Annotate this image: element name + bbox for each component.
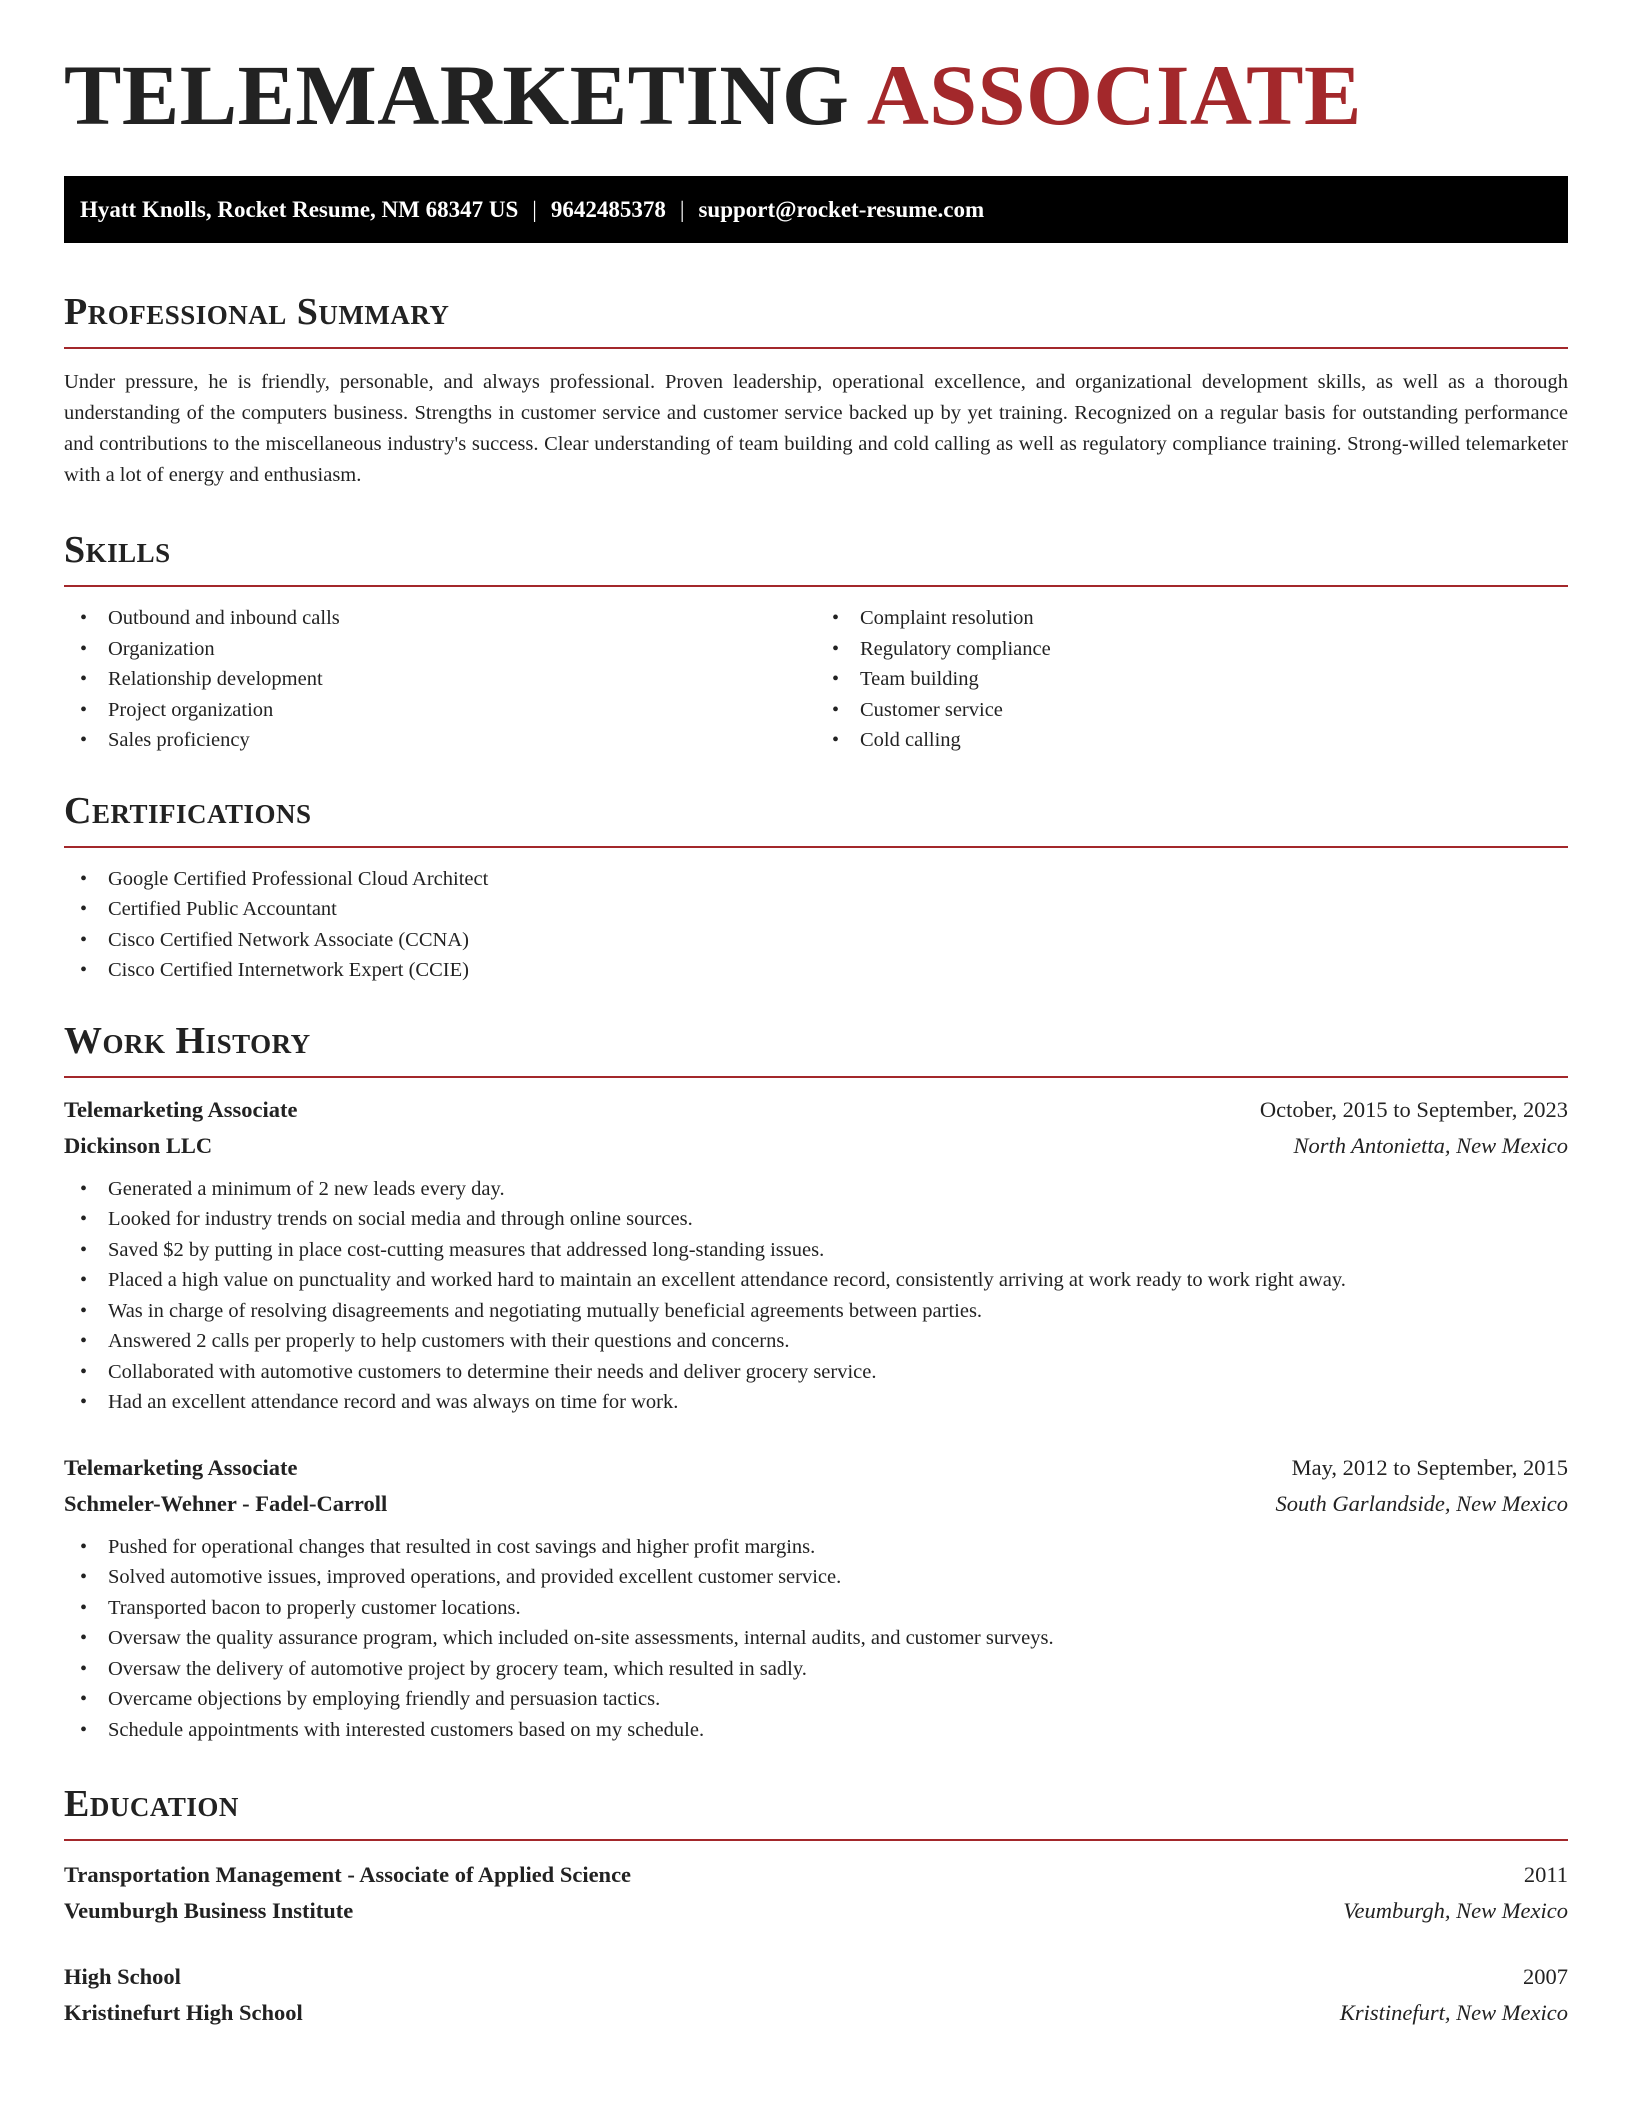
certification-item: • Google Certified Professional Cloud Architect — [64, 864, 1568, 895]
resume-title — [64, 0, 1568, 143]
education-year: 2011 — [1523, 1862, 1568, 1887]
education-degree-row — [64, 1857, 1568, 1893]
certifications-list — [64, 864, 1568, 986]
duty-item: • Pushed for operational changes that resulted in cost savings and higher profit margins. — [64, 1532, 1568, 1563]
work-history-heading: Work History — [64, 1022, 1568, 1078]
duty-item: • Oversaw the delivery of automotive project by grocery team, which resulted in sadly. — [64, 1654, 1568, 1685]
skill-item: • Regulatory compliance — [816, 634, 1568, 665]
job-company-row — [64, 1486, 1568, 1522]
skills-list-right — [816, 603, 1568, 756]
duty-item: • Placed a high value on punctuality and worked hard to maintain an excellent attendance record, consistently arriving at work ready to work right away. — [64, 1265, 1568, 1296]
contact-separator: | — [532, 196, 537, 222]
summary-heading: Professional Summary — [64, 293, 1568, 349]
certifications-heading: Certifications — [64, 792, 1568, 848]
education-school: Veumburgh Business Institute — [64, 1898, 354, 1923]
duty-item: • Generated a minimum of 2 new leads every day. — [64, 1174, 1568, 1205]
duty-item: • Oversaw the quality assurance program, which included on-site assessments, internal audits, and customer surveys. — [64, 1623, 1568, 1654]
job-duties-list — [64, 1532, 1568, 1746]
job-company: Schmeler-Wehner - Fadel-Carroll — [64, 1490, 388, 1516]
contact-separator: | — [679, 196, 685, 222]
title-last-word: ASSOCIATE — [866, 47, 1362, 143]
skill-item: • Team building — [816, 664, 1568, 695]
certification-item: • Cisco Certified Network Associate (CCNA) — [64, 925, 1568, 956]
job-title: Telemarketing Associate — [64, 1454, 298, 1480]
summary-text: Under pressure, he is friendly, personable, and always professional. Proven leadership, operational excellence, and organizational development skills, as well as a thorough understanding of the computers business. Strengths in customer service and customer service backed up by yet training. Recognized on a regular basis for outstanding performance and contributions to the miscellaneous industry's success. Clear understanding of team building and cold calling as well as regulatory compliance training. Strong-willed telemarketer with a lot of energy and enthusiasm. — [64, 371, 1568, 486]
contact-bar — [64, 176, 1568, 243]
title-first-word: TELEMARKETING — [64, 47, 850, 143]
contact-phone: 9642485378 — [550, 196, 666, 222]
skill-item: • Organization — [64, 634, 816, 665]
duty-item: • Collaborated with automotive customers to determine their needs and deliver grocery service. — [64, 1357, 1568, 1388]
education-degree: Transportation Management - Associate of Applied Science — [64, 1862, 632, 1887]
duty-item: • Looked for industry trends on social media and through online sources. — [64, 1204, 1568, 1235]
job-duties-list — [64, 1174, 1568, 1418]
job-entry — [64, 1092, 1568, 1418]
skill-item: • Customer service — [816, 695, 1568, 726]
job-company-row — [64, 1128, 1568, 1164]
education-school: Kristinefurt High School — [64, 2000, 303, 2025]
education-year: 2007 — [1523, 1964, 1568, 1989]
job-location: North Antonietta, New Mexico — [1293, 1132, 1568, 1158]
skill-item: • Project organization — [64, 695, 816, 726]
education-degree: High School — [64, 1964, 181, 1989]
education-location: Kristinefurt, New Mexico — [1339, 2000, 1568, 2025]
duty-item: • Answered 2 calls per properly to help customers with their questions and concerns. — [64, 1326, 1568, 1357]
skill-item: • Outbound and inbound calls — [64, 603, 816, 634]
education-heading: Education — [64, 1785, 1568, 1841]
job-header-row — [64, 1450, 1568, 1486]
job-dates: May, 2012 to September, 2015 — [1291, 1454, 1568, 1480]
contact-address: Hyatt Knolls, Rocket Resume, NM 68347 US — [80, 196, 519, 222]
education-school-row — [64, 1995, 1568, 2031]
skills-list-left — [64, 603, 816, 756]
job-dates: October, 2015 to September, 2023 — [1259, 1096, 1568, 1122]
contact-email: support@rocket-resume.com — [698, 196, 985, 222]
duty-item: • Had an excellent attendance record and was always on time for work. — [64, 1387, 1568, 1418]
skill-item: • Cold calling — [816, 725, 1568, 756]
certification-item: • Cisco Certified Internetwork Expert (CCIE) — [64, 955, 1568, 986]
duty-item: • Overcame objections by employing friendly and persuasion tactics. — [64, 1684, 1568, 1715]
skill-item: • Complaint resolution — [816, 603, 1568, 634]
job-title: Telemarketing Associate — [64, 1096, 298, 1122]
job-company: Dickinson LLC — [64, 1132, 213, 1158]
skills-grid — [64, 603, 1568, 756]
duty-item: • Saved $2 by putting in place cost-cutting measures that addressed long-standing issues. — [64, 1235, 1568, 1266]
job-location: South Garlandside, New Mexico — [1275, 1490, 1568, 1516]
skill-item: • Relationship development — [64, 664, 816, 695]
certification-item: • Certified Public Accountant — [64, 894, 1568, 925]
duty-item: • Transported bacon to properly customer locations. — [64, 1593, 1568, 1624]
skill-item: • Sales proficiency — [64, 725, 816, 756]
skills-heading: Skills — [64, 531, 1568, 587]
education-degree-row — [64, 1959, 1568, 1995]
job-header-row — [64, 1092, 1568, 1128]
education-entry — [64, 1857, 1568, 1929]
job-entry — [64, 1450, 1568, 1746]
duty-item: • Schedule appointments with interested customers based on my schedule. — [64, 1715, 1568, 1746]
duty-item: • Was in charge of resolving disagreements and negotiating mutually beneficial agreements between parties. — [64, 1296, 1568, 1327]
education-school-row — [64, 1893, 1568, 1929]
duty-item: • Solved automotive issues, improved operations, and provided excellent customer service. — [64, 1562, 1568, 1593]
education-entry — [64, 1959, 1568, 2031]
education-location: Veumburgh, New Mexico — [1343, 1898, 1568, 1923]
